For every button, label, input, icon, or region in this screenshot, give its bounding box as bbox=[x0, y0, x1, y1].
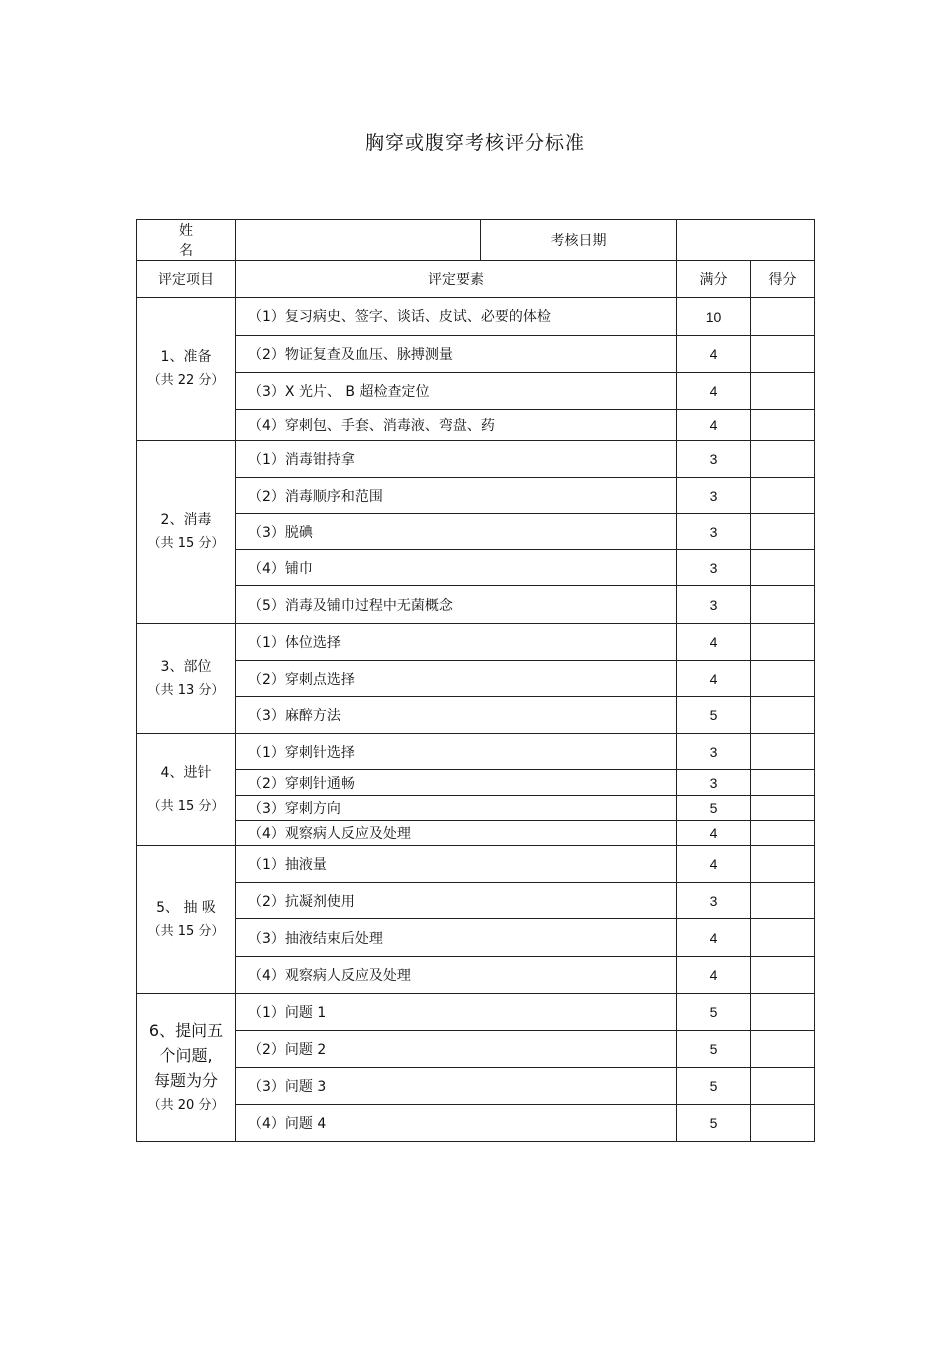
table-row bbox=[137, 586, 815, 624]
full-score: 3 bbox=[677, 550, 751, 586]
section-5-title: 5、 抽 吸 bbox=[156, 899, 216, 916]
section-4-cell bbox=[137, 734, 236, 846]
element-text: （1）抽液量 bbox=[236, 846, 677, 883]
element-text: （3）抽液结束后处理 bbox=[236, 919, 677, 957]
score-input-cell[interactable] bbox=[751, 957, 815, 994]
element-text: （2）问题 2 bbox=[236, 1031, 677, 1068]
section-3-cell bbox=[137, 624, 236, 734]
table-row bbox=[137, 770, 815, 796]
full-score: 3 bbox=[677, 770, 751, 796]
full-score: 5 bbox=[677, 1068, 751, 1105]
full-score: 4 bbox=[677, 373, 751, 410]
full-score: 4 bbox=[677, 336, 751, 373]
element-text: （4）铺巾 bbox=[236, 550, 677, 586]
section-5-cell bbox=[137, 846, 236, 994]
table-row bbox=[137, 441, 815, 478]
section-4-title: 4、进针 bbox=[160, 764, 212, 781]
section-1-title: 1、准备 bbox=[160, 349, 212, 365]
element-text: （2）消毒顺序和范围 bbox=[236, 478, 677, 514]
element-text: （1）复习病史、签字、谈话、皮试、必要的体检 bbox=[236, 298, 677, 336]
element-text: （3）X 光片、 B 超检查定位 bbox=[236, 373, 677, 410]
table-row bbox=[137, 1068, 815, 1105]
section-6-title-line-1: 6、提问五 bbox=[148, 1020, 224, 1040]
score-input-cell[interactable] bbox=[751, 586, 815, 624]
element-text: （1）问题 1 bbox=[236, 994, 677, 1031]
name-value-cell[interactable] bbox=[236, 220, 481, 261]
score-input-cell[interactable] bbox=[751, 1105, 815, 1142]
element-column-header: 评定要素 bbox=[236, 261, 677, 298]
date-value-cell[interactable] bbox=[677, 220, 815, 261]
element-text: （3）麻醉方法 bbox=[236, 697, 677, 734]
score-input-cell[interactable] bbox=[751, 770, 815, 796]
score-input-cell[interactable] bbox=[751, 550, 815, 586]
page-title: 胸穿或腹穿考核评分标准 bbox=[364, 132, 585, 154]
score-input-cell[interactable] bbox=[751, 661, 815, 697]
score-input-cell[interactable] bbox=[751, 298, 815, 336]
element-text: （3）问题 3 bbox=[236, 1068, 677, 1105]
full-score: 5 bbox=[677, 994, 751, 1031]
full-score-column-header: 满分 bbox=[677, 261, 751, 298]
full-score: 5 bbox=[677, 796, 751, 821]
table-row bbox=[137, 514, 815, 550]
table-row bbox=[137, 624, 815, 661]
score-input-cell[interactable] bbox=[751, 821, 815, 846]
element-text: （1）消毒钳持拿 bbox=[236, 441, 677, 478]
element-text: （2）穿刺点选择 bbox=[236, 661, 677, 697]
element-text: （2）抗凝剂使用 bbox=[236, 883, 677, 919]
table-row bbox=[137, 734, 815, 770]
element-text: （1）穿刺针选择 bbox=[236, 734, 677, 770]
date-label: 考核日期 bbox=[481, 220, 677, 261]
table-row bbox=[137, 410, 815, 441]
element-text: （2）穿刺针通畅 bbox=[236, 770, 677, 796]
full-score: 3 bbox=[677, 586, 751, 624]
table-row bbox=[137, 298, 815, 336]
item-column-header: 评定项目 bbox=[137, 261, 236, 298]
score-input-cell[interactable] bbox=[751, 373, 815, 410]
element-text: （4）问题 4 bbox=[236, 1105, 677, 1142]
score-input-cell[interactable] bbox=[751, 624, 815, 661]
score-input-cell[interactable] bbox=[751, 441, 815, 478]
full-score: 3 bbox=[677, 478, 751, 514]
table-row bbox=[137, 883, 815, 919]
score-input-cell[interactable] bbox=[751, 514, 815, 550]
score-input-cell[interactable] bbox=[751, 919, 815, 957]
element-text: （4）穿刺包、手套、消毒液、弯盘、药 bbox=[236, 410, 677, 441]
table-row bbox=[137, 957, 815, 994]
score-input-cell[interactable] bbox=[751, 796, 815, 821]
element-text: （5）消毒及铺巾过程中无菌概念 bbox=[236, 586, 677, 624]
score-input-cell[interactable] bbox=[751, 478, 815, 514]
section-2-title: 2、消毒 bbox=[160, 512, 212, 528]
section-4-subtitle: （共 15 分） bbox=[147, 798, 225, 814]
section-6-title-line-3: 每题为分 bbox=[153, 1070, 218, 1090]
table-row bbox=[137, 550, 815, 586]
header-row-name bbox=[137, 220, 815, 261]
full-score: 4 bbox=[677, 957, 751, 994]
element-text: （4）观察病人反应及处理 bbox=[236, 821, 677, 846]
score-column-header: 得分 bbox=[751, 261, 815, 298]
score-input-cell[interactable] bbox=[751, 994, 815, 1031]
section-2-subtitle: （共 15 分） bbox=[147, 536, 225, 551]
element-text: （3）脱碘 bbox=[236, 514, 677, 550]
table-row bbox=[137, 478, 815, 514]
full-score: 4 bbox=[677, 821, 751, 846]
score-input-cell[interactable] bbox=[751, 410, 815, 441]
section-2-cell bbox=[137, 441, 236, 624]
table-row bbox=[137, 919, 815, 957]
score-input-cell[interactable] bbox=[751, 697, 815, 734]
section-3-subtitle: （共 13 分） bbox=[147, 682, 225, 698]
table-row bbox=[137, 1105, 815, 1142]
full-score: 4 bbox=[677, 661, 751, 697]
score-input-cell[interactable] bbox=[751, 883, 815, 919]
table-row bbox=[137, 661, 815, 697]
full-score: 10 bbox=[677, 298, 751, 336]
scoring-table bbox=[136, 219, 815, 1142]
score-input-cell[interactable] bbox=[751, 846, 815, 883]
table-row bbox=[137, 994, 815, 1031]
full-score: 3 bbox=[677, 514, 751, 550]
table-row bbox=[137, 697, 815, 734]
section-6-title-line-2: 个问题, bbox=[159, 1045, 213, 1065]
section-5-subtitle: （共 15 分） bbox=[147, 923, 225, 939]
section-1-subtitle: （共 22 分） bbox=[147, 373, 225, 388]
name-label: 姓 名 bbox=[137, 220, 236, 261]
table-row bbox=[137, 373, 815, 410]
section-6-cell bbox=[137, 994, 236, 1142]
element-text: （2）物证复查及血压、脉搏测量 bbox=[236, 336, 677, 373]
full-score: 3 bbox=[677, 441, 751, 478]
score-input-cell[interactable] bbox=[751, 1068, 815, 1105]
table-row bbox=[137, 821, 815, 846]
full-score: 5 bbox=[677, 1105, 751, 1142]
full-score: 3 bbox=[677, 734, 751, 770]
full-score: 4 bbox=[677, 846, 751, 883]
table-row bbox=[137, 796, 815, 821]
full-score: 4 bbox=[677, 410, 751, 441]
table-row bbox=[137, 1031, 815, 1068]
full-score: 4 bbox=[677, 919, 751, 957]
full-score: 4 bbox=[677, 624, 751, 661]
header-row-columns bbox=[137, 261, 815, 298]
full-score: 3 bbox=[677, 883, 751, 919]
section-6-subtitle: （共 20 分） bbox=[147, 1097, 225, 1113]
table-row bbox=[137, 846, 815, 883]
table-row bbox=[137, 336, 815, 373]
element-text: （1）体位选择 bbox=[236, 624, 677, 661]
section-1-cell bbox=[137, 298, 236, 441]
full-score: 5 bbox=[677, 1031, 751, 1068]
element-text: （3）穿刺方向 bbox=[236, 796, 677, 821]
score-input-cell[interactable] bbox=[751, 336, 815, 373]
element-text: （4）观察病人反应及处理 bbox=[236, 957, 677, 994]
score-input-cell[interactable] bbox=[751, 1031, 815, 1068]
section-3-title: 3、部位 bbox=[160, 658, 212, 675]
full-score: 5 bbox=[677, 697, 751, 734]
score-input-cell[interactable] bbox=[751, 734, 815, 770]
